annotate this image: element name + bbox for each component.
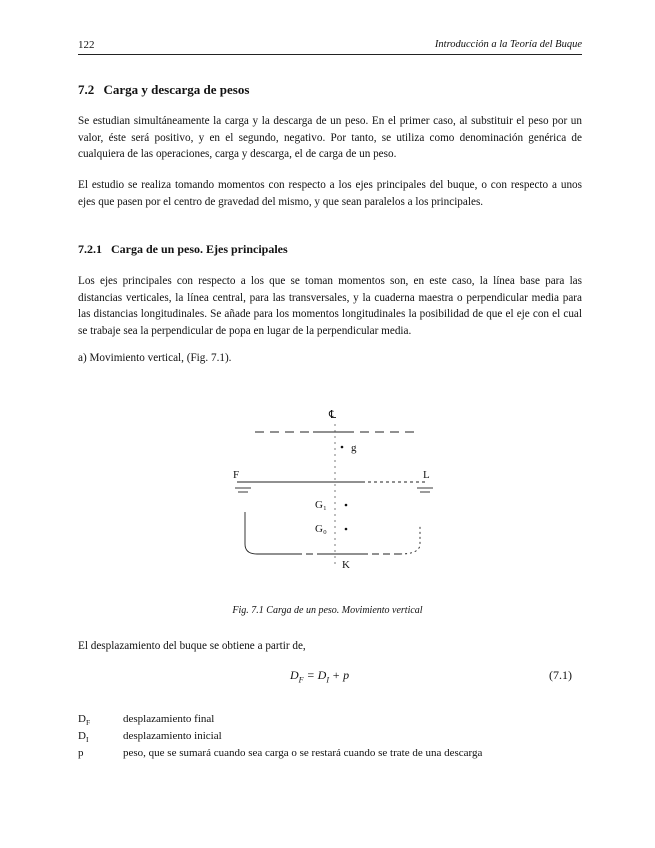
- paragraph-vertical-motion: a) Movimiento vertical, (Fig. 7.1).: [78, 352, 232, 364]
- definition-text: desplazamiento final: [123, 713, 215, 725]
- paragraph-intro: Se estudian simultáneamente la carga y la descarga de un peso. En el primer caso, al substituir el peso por un valor, éste será positivo, y en el segundo, negativo. Por tanto, se utiliza como denominación genérica de cualquiera de las operaciones, carga y descarga, el de carga de un peso.: [78, 115, 582, 160]
- g1-point: [345, 504, 348, 507]
- paragraph-displacement-intro: El desplazamiento del buque se obtiene a partir de,: [78, 640, 306, 652]
- page-header: [78, 38, 582, 55]
- definition-row: [78, 730, 582, 746]
- definition-row: [78, 747, 582, 763]
- equation-7-1: [290, 668, 349, 684]
- g1-label: G₁: [315, 499, 327, 511]
- eq-lhs-sub: F: [298, 675, 304, 685]
- subsection-title: Carga de un peso. Ejes principales: [111, 242, 288, 256]
- hull-outline-right: [400, 524, 420, 554]
- paragraph-method: El estudio se realiza tomando momentos con respecto a los ejes principales del buque, o con respecto a unos ejes que pasen por el centro de gravedad del mismo, y que sean paralelos a los principales.: [78, 179, 582, 208]
- keel-label: K: [342, 559, 350, 571]
- subsection-number: 7.2.1: [78, 242, 102, 256]
- equation-number: (7.1): [549, 668, 572, 682]
- eq-rhs2: p: [343, 668, 350, 682]
- section-heading: [78, 82, 249, 98]
- section-number: 7.2: [78, 82, 95, 97]
- definition-text: peso, que se sumará cuando sea carga o se restará cuando se trate de una descarga: [123, 747, 483, 759]
- eq-lhs: D: [290, 668, 299, 682]
- definition-row: [78, 713, 582, 729]
- definition-text: desplazamiento inicial: [123, 730, 222, 742]
- weight-g-label: g: [351, 442, 357, 454]
- eq-op2: +: [329, 668, 344, 682]
- running-title: Introducción a la Teoría del Buque: [434, 39, 582, 50]
- g0-label: G₀: [315, 523, 327, 535]
- figure-vertical-motion: [225, 396, 445, 576]
- centerline-label: ℄: [329, 409, 337, 421]
- paragraph-axes: Los ejes principales con respecto a los que se toman momentos son, en este caso, la línea base para las distancias verticales, la línea central, para las transversales, y la cuaderna maestra o perpendicular media para las distancias longitudinales. Se añade para los momentos longitudinales la posibilidad de que el eje con el cual se trabaje sea la perpendicular de popa en lugar de la perpendicular media.: [78, 275, 582, 337]
- page-number: 122: [78, 39, 95, 51]
- aft-label: L: [423, 469, 430, 481]
- hull-outline-left: [245, 512, 295, 554]
- subsection-heading: [78, 242, 288, 257]
- definition-symbol: $D_F$: [78, 713, 91, 728]
- eq-op1: =: [303, 668, 318, 682]
- section-title: Carga y descarga de pesos: [103, 82, 250, 97]
- definition-symbol: $D_I$: [78, 730, 89, 745]
- fwd-label: F: [233, 469, 240, 481]
- eq-rhs1-sub: I: [326, 675, 330, 685]
- definition-symbol: p: [78, 747, 84, 759]
- figure-caption: Fig. 7.1 Carga de un peso. Movimiento vertical: [232, 605, 423, 616]
- weight-g-point: [341, 446, 344, 449]
- eq-rhs1: D: [317, 668, 327, 682]
- g0-point: [345, 528, 348, 531]
